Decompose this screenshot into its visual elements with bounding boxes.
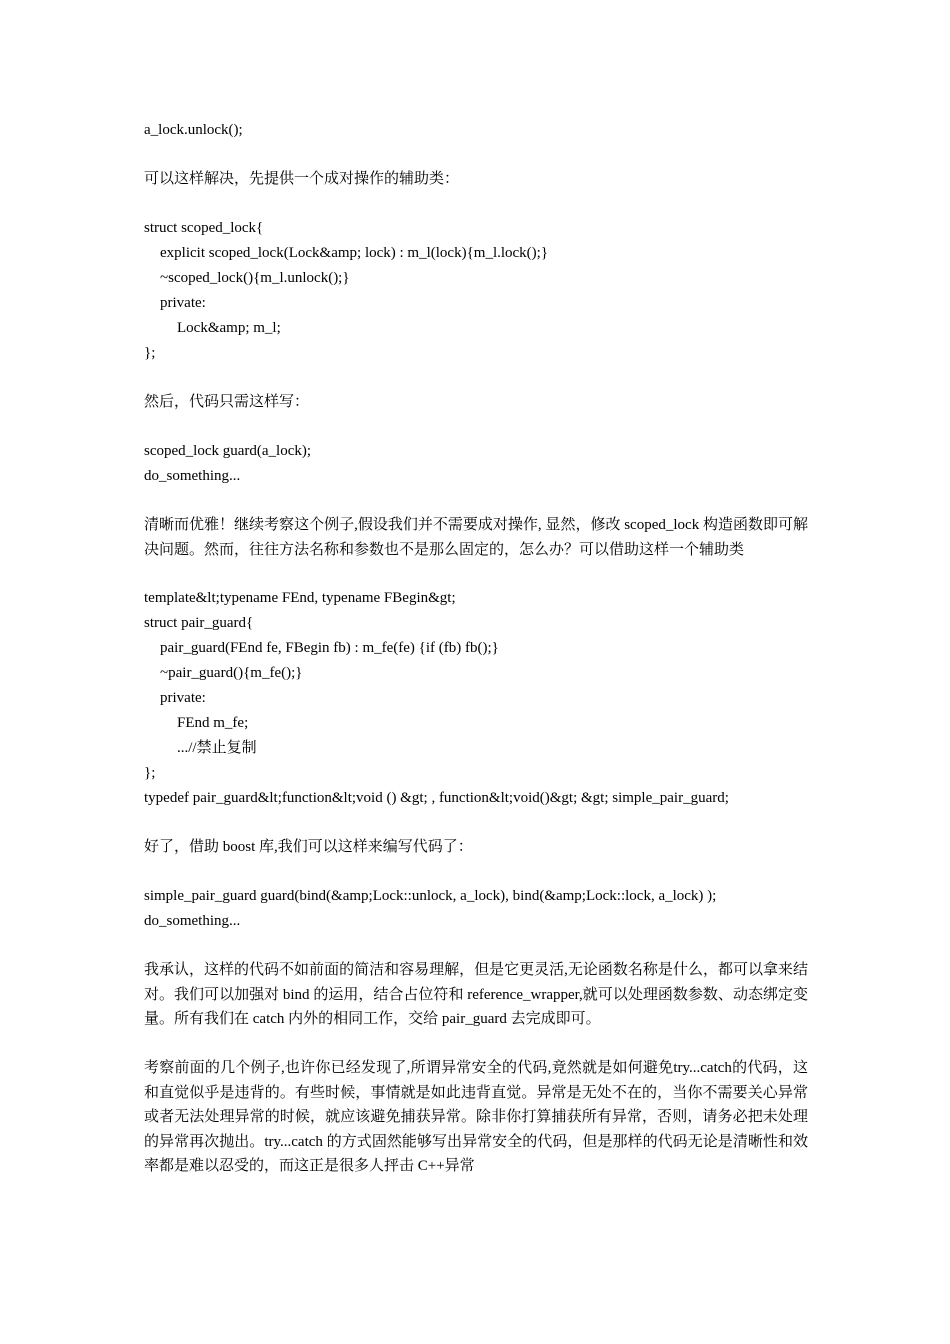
- code-block-boost-usage: [144, 884, 808, 934]
- paragraph: 考察前面的几个例子,也许你已经发现了,所谓异常安全的代码,竟然就是如何避免try...catch的代码，这和直觉似乎是违背的。有些时候，事情就是如此违背直觉。异常是无处不在的，当你不需要关心异常或者无法处理异常的时候，就应该避免捕获异常。除非你打算捕获所有异常，否则，请务必把未处理的异常再次抛出。try...catch 的方式固然能够写出异常安全的代码，但是那样的代码无论是清晰性和效率都是难以忍受的，而这正是很多人抨击 C++异常: [144, 1059, 808, 1175]
- code-line: private:: [160, 295, 206, 311]
- code-line: };: [144, 765, 156, 782]
- paragraph: 我承认，这样的代码不如前面的简洁和容易理解，但是它更灵活,无论函数名称是什么，都可以拿来结对。我们可以加强对 bind 的运用，结合占位符和 reference_wrapper,就可以处理函数参数、动态绑定变量。所有我们在 catch 内外的相同工作，交给 pair_guard 去完成即可。: [144, 962, 808, 1028]
- blank-line: [144, 143, 808, 167]
- paragraph: 可以这样解决，先提供一个成对操作的辅助类：: [144, 171, 460, 187]
- blank-line: [144, 562, 808, 586]
- code-line: ~pair_guard(){m_fe();}: [160, 665, 303, 682]
- blank-line: [144, 415, 808, 439]
- page-content: [144, 118, 808, 1179]
- code-line: simple_pair_guard guard(bind(&amp;Lock::unlock, a_lock), bind(&amp;Lock::lock, a_lock) );: [144, 888, 717, 905]
- code-line: do_something...: [144, 913, 241, 930]
- code-line: };: [144, 345, 156, 361]
- code-line: pair_guard(FEnd fe, FBegin fb) : m_fe(fe) {if (fb) fb();}: [160, 640, 499, 657]
- blank-line: [144, 811, 808, 835]
- code-line: struct scoped_lock{: [144, 220, 264, 236]
- blank-line: [144, 192, 808, 216]
- code-line: scoped_lock guard(a_lock);: [144, 443, 312, 459]
- code-line: template&lt;typename FEnd, typename FBegin&gt;: [144, 590, 456, 607]
- blank-line: [144, 934, 808, 958]
- blank-line: [144, 489, 808, 513]
- paragraph: 清晰而优雅！继续考察这个例子,假设我们并不需要成对操作, 显然，修改 scoped_lock 构造函数即可解决问题。然而，往往方法名称和参数也不是那么固定的，怎么办？可以借助这样一个辅助类: [144, 517, 808, 558]
- code-block-scoped-lock: [144, 216, 808, 366]
- code-line: private:: [160, 690, 206, 707]
- paragraph: 好了，借助 boost 库,我们可以这样来编写代码了：: [144, 839, 473, 856]
- code-line: ~scoped_lock(){m_l.unlock();}: [160, 270, 350, 286]
- code-block-pair-guard: [144, 586, 808, 811]
- paragraph: 然后，代码只需这样写：: [144, 394, 310, 410]
- code-line: Lock&amp; m_l;: [177, 320, 281, 336]
- code-line: ...//禁止复制: [177, 740, 257, 757]
- blank-line: [144, 366, 808, 390]
- code-line: FEnd m_fe;: [177, 715, 249, 732]
- blank-line: [144, 1032, 808, 1056]
- code-line: do_something...: [144, 468, 241, 484]
- code-line: struct pair_guard{: [144, 615, 254, 632]
- code-line: typedef pair_guard&lt;function&lt;void () &gt; , function&lt;void()&gt; &gt; simple_pair_guard;: [144, 790, 729, 807]
- blank-line: [144, 860, 808, 884]
- code-line: a_lock.unlock();: [144, 122, 243, 138]
- code-block-usage: [144, 439, 808, 489]
- code-line: explicit scoped_lock(Lock&amp; lock) : m_l(lock){m_l.lock();}: [160, 245, 549, 261]
